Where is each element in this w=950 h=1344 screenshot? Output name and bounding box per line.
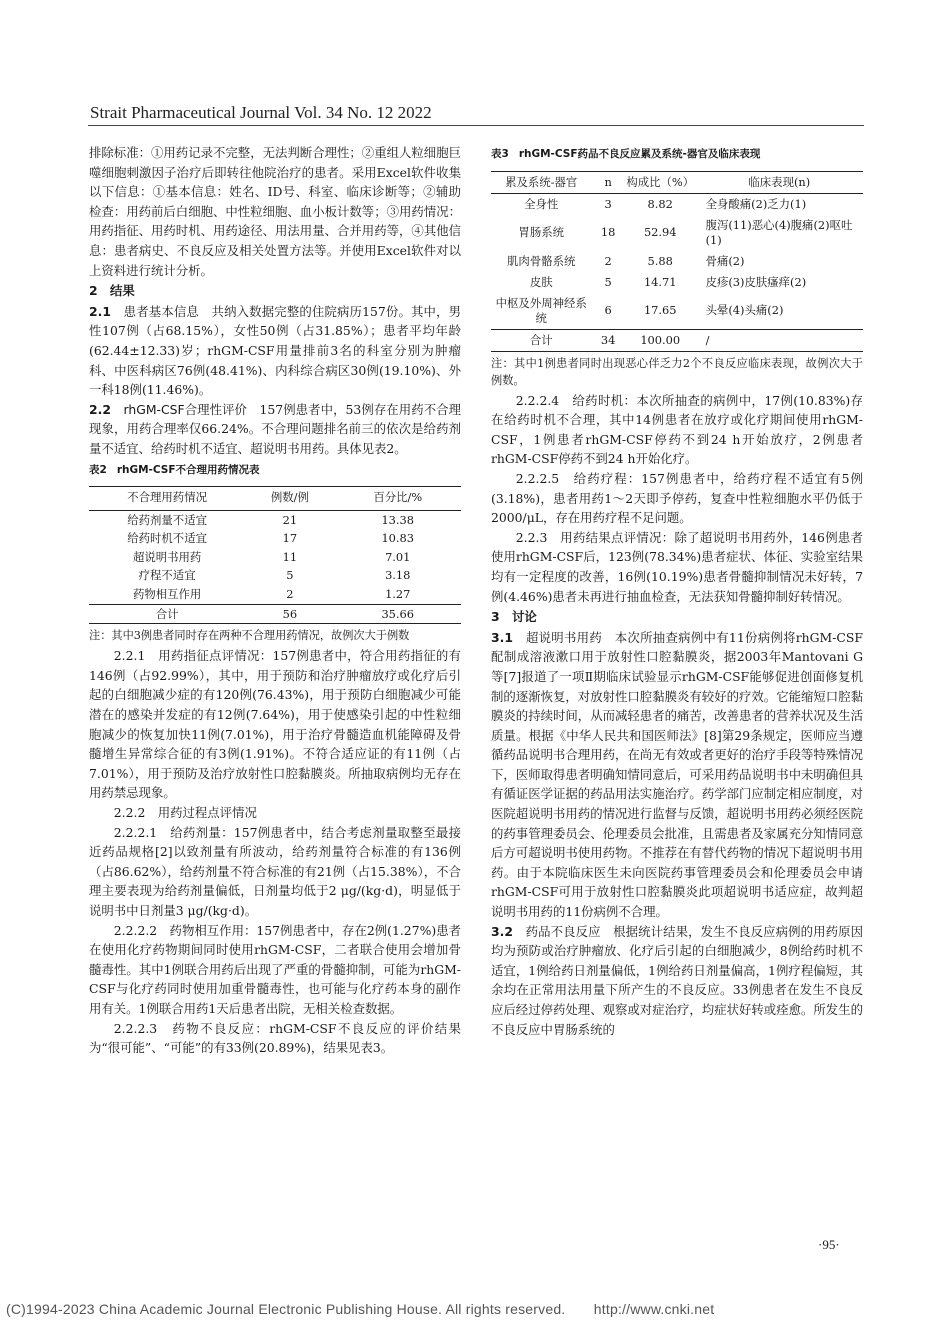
table-cell: 给药时机不适宜 [127,531,207,546]
table-total-row [89,604,461,624]
table-cell: 8.82 [647,196,673,211]
table-cell: 52.94 [643,225,677,240]
section-3-1-number: 3.1 [491,629,513,645]
table-cell: 皮疹(3)皮肤瘙痒(2) [705,274,807,289]
table-cell: 35.66 [335,604,462,624]
table-row [89,548,461,567]
table-2-label: 表2 [89,463,107,476]
section-2-2-title: rhGM-CSF合理性评价 [123,401,248,417]
table-row [89,510,461,529]
left-column [89,143,461,1058]
table-cell: 5 [604,274,612,289]
table-cell: 骨痛(2) [705,253,745,268]
table-cell: / [696,329,863,351]
section-3-2-text: 根据统计结果，发生不良反应病例的用药原因均为预防或治疗肿瘤放、化疗后引起的白细胞减少，8例给药时机不适宜，1例给药日剂量偏低，1例给药日剂量偏高，1例疗程偏短，其余均在正常用法用量下所产生的不良反应。33例患者在发生不良反应后经过停药处理、观察或对症治疗，均症状好转或痊愈。所发生的不良反应中胃肠系统的 [491,923,864,1037]
section-results-heading: 2 结果 [89,283,135,299]
section-2-1-text: 共纳入数据完整的住院病历157份。其中，男性107例（占68.15%），女性50例（占31.85%）；患者平均年龄(62.44±12.33)岁；rhGM-CSF用量排前3名的科室分别为肿瘤科、中医科病区76例(48.41%)、内科综合病区30例(19.10%)、外一科18例(11.46%)。 [89,303,462,398]
section-3-2-paragraph [491,922,863,1040]
table-2-note: 注：其中3例患者同时存在两种不合理用药情况，故例次大于例数 [89,629,410,643]
section-2-2-2-heading: 2.2.2 用药过程点评情况 [113,805,257,820]
table-cell: 皮肤 [529,274,553,289]
section-2-2-3-paragraph: 2.2.3 用药结果点评情况：除了超说明书用药外，146例患者使用rhGM-CSF后，123例(78.34%)患者症状、体征、实验室结果均有一定程度的改善，16例(10.19%)患者骨髓抑制情况未好转，7例(4.46%)患者未再进行抽血检查，无法获知骨髓抑制好转情况。 [491,529,863,604]
table-2-header: 例数/例 [245,487,334,511]
table-3-header: 临床表现(n) [696,171,863,193]
table-cell: 2 [604,253,612,268]
table-cell: 2 [286,587,294,602]
table-cell: 18 [600,225,616,240]
section-2-2-2-5-paragraph: 2.2.2.5 给药疗程：157例患者中，给药疗程不适宜有5例(3.18%)，患者用药1～2天即予停药，复查中性粒细胞水平仍低于2000/μL，存在用药疗程不足问题。 [491,470,863,526]
table-3-header: 构成比（%） [625,171,696,193]
table-cell: 14.71 [643,274,677,289]
table-cell: 1.27 [385,587,411,602]
table-cell: 胃肠系统 [518,225,564,240]
table-2-title: rhGM-CSF不合理用药情况表 [116,463,260,476]
table-cell: 56 [245,604,334,624]
table-cell: 13.38 [381,512,415,527]
right-column [491,143,863,1039]
table-cell: 头晕(4)头痛(2) [705,303,784,318]
table-cell: 17 [282,531,298,546]
table-cell: 17.65 [643,303,677,318]
table-cell: 给药剂量不适宜 [127,512,207,527]
page-number: ·95· [818,1237,840,1252]
table-2-caption [89,461,461,481]
section-2-1-number: 2.1 [89,303,111,319]
table-cell: 7.01 [385,549,411,564]
section-2-2-2-1-paragraph: 2.2.2.1 给药剂量：157例患者中，结合考虑剂量取整至最接近药品规格[2]以致剂量有所波动，给药剂量符合标准的有136例（占86.62%），给药剂量不符合标准的有21例（占15.38%），不合理主要表现为给药剂量偏低，日剂量均低于2 μg/(kg·d)，明显低于说明书中日剂量3 μg/(kg·d)。 [89,824,461,918]
table-cell: 合计 [491,329,591,351]
table-row [89,566,461,585]
table-cell: 5.88 [647,253,673,268]
section-2-2-2-2-paragraph: 2.2.2.2 药物相互作用：157例患者中，存在2例(1.27%)患者在使用化疗药物期间同时使用rhGM-CSF，二者联合使用会增加骨髓毒性。其中1例联合用药后出现了严重的骨髓抑制，可能为rhGM-CSF与化疗药同时使用加重骨髓毒性，也可能与化疗药本身的副作用有关。1例联合用药1天后患者出院，无相关检查数据。 [89,922,461,1016]
table-cell: 合计 [89,604,245,624]
section-3-2-title: 药品不良反应 [525,923,601,939]
table-2 [89,486,461,624]
table-cell: 3.18 [385,568,411,583]
table-row [491,251,863,272]
table-cell: 5 [286,568,294,583]
table-2-header: 不合理用药情况 [89,487,245,511]
table-row [491,293,863,330]
table-row [89,585,461,604]
journal-header: Strait Pharmaceutical Journal Vol. 34 No. 12 2022 [90,103,432,122]
table-3-caption [491,145,863,165]
table-3-header-row [491,171,863,193]
table-3-note: 注：其中1例患者同时出现恶心伴乏力2个不良反应临床表现，故例次大于例数。 [491,356,863,387]
section-2-2-text: 157例患者中，53例存在用药不合理现象，用药合理率仅66.24%。不合理问题排名前三的依次是给药剂量不适宜、给药时机不适宜、超说明书用药。具体见表2。 [89,401,462,456]
table-3-header: n [591,171,624,193]
section-2-2-paragraph [89,400,461,459]
table-cell: 100.00 [625,329,696,351]
table-3-label: 表3 [491,148,509,160]
table-row [491,272,863,293]
header-rule [88,125,864,126]
table-cell: 全身性 [524,196,559,211]
table-3 [491,171,863,352]
table-3-header: 累及系统-器官 [491,171,591,193]
table-cell: 10.83 [381,531,415,546]
table-cell: 肌肉骨骼系统 [507,253,576,268]
table-cell: 21 [282,512,298,527]
table-2-header-row [89,487,461,511]
table-row [491,215,863,251]
table-cell: 11 [282,549,298,564]
table-2-header: 百分比/% [335,487,462,511]
section-2-1-title: 患者基本信息 [123,303,199,319]
section-3-1-text: 本次所抽查病例中有11份病例将rhGM-CSF配制成溶液漱口用于放射性口腔黏膜炎，据2003年Mantovani G等[7]报道了一项Ⅱ期临床试验显示rhGM-CSF能够促进创面修复机制的逐渐恢复，对放射性口腔黏膜炎有较好的疗效。它能缩短口腔黏膜炎的持续时间，从而减轻患者的痛苦，改善患者的营养状况及生活质量。根据《中华人民共和国医师法》[8]第29条规定，医师应当遵循药品说明书合理用药，在尚无有效或者更好的治疗手段等特殊情况下，医师取得患者明确知情同意后，可采用药品说明书中未明确但具有循证医学证据的药品用法实施治疗。药学部门应制定相应制度，对医院超说明书用药的情况进行监督与反馈，超说明书用药必须经医院的药事管理委员会、伦理委员会批准，且需患者及家属充分知情同意后方可超说明书使用药物。不推荐在有替代药物的情况下超说明书用药。由于本院临床医生未向医院药事管理委员会和伦理委员会申请rhGM-CSF可用于放射性口腔黏膜炎此项超说明书适应症，故判超说明书用药的11份病例不合理。 [491,629,863,920]
table-cell: 药物相互作用 [132,587,202,602]
table-cell: 腹泻(11)恶心(4)腹痛(2)呕吐(1) [705,217,853,247]
table-cell: 超说明书用药 [132,549,202,564]
section-3-1-paragraph [491,628,863,922]
section-2-2-2-3-paragraph: 2.2.2.3 药物不良反应：rhGM-CSF不良反应的评价结果为“很可能”、“可能”的有33例(20.89%)，结果见表3。 [89,1020,461,1056]
table-cell: 全身酸痛(2)乏力(1) [705,196,807,211]
section-3-2-number: 3.2 [491,923,513,939]
table-cell: 6 [604,303,612,318]
section-2-2-1-paragraph: 2.2.1 用药指征点评情况：157例患者中，符合用药指征的有146例（占92.99%），其中，用于预防和治疗肿瘤放疗或化疗后引起的白细胞减少症的有120例(76.43%)，用于预防白细胞减少可能潜在的感染并发症的有12例(7.64%)，用于使感染引起的中性粒细胞减少的恢复加快11例(7.01%)，用于治疗骨髓造血机能障碍及骨髓增生异常综合征的有3例(1.91%)。不符合适应证的有11例（占7.01%），用于预防及治疗放射性口腔黏膜炎。所抽取病例均无存在用药禁忌现象。 [89,648,461,801]
table-cell: 34 [591,329,624,351]
table-row [89,529,461,548]
section-2-2-number: 2.2 [89,401,111,417]
section-discussion-heading: 3 讨论 [491,609,537,625]
table-3-title: rhGM-CSF药品不良反应累及系统-器官及临床表现 [518,148,761,160]
exclusion-criteria-paragraph: 排除标准：①用药记录不完整，无法判断合理性；②重组人粒细胞巨噬细胞刺激因子治疗后即转往他院治疗的患者。采用Excel软件收集以下信息：①基本信息：姓名、ID号、科室、临床诊断等；②辅助检查：用药前后白细胞、中性粒细胞、血小板计数等；③用药情况：用药指征、用药时机、用药途径、用法用量、合并用药等，④其他信息：患者病史、不良反应及相关处置方法等。并使用Excel软件对以上资料进行统计分析。 [89,145,461,278]
section-2-2-2-4-paragraph: 2.2.2.4 给药时机：本次所抽查的病例中，17例(10.83%)存在给药时机不合理，其中14例患者在放疗或化疗期间使用rhGM-CSF，1例患者rhGM-CSF停药不到24 h开始放疗，2例患者rhGM-CSF停药不到24 h开始化疗。 [491,392,863,467]
table-cell: 3 [604,196,612,211]
table-cell: 中枢及外周神经系统 [495,295,587,325]
table-total-row [491,329,863,351]
table-row [491,193,863,215]
copyright-footer: (C)1994-2023 China Academic Journal Electronic Publishing House. All rights reserved. http://www.cnki.net [6,1301,715,1317]
table-cell: 疗程不适宜 [138,568,196,583]
section-3-1-title: 超说明书用药 [525,629,603,645]
section-2-1-paragraph [89,302,461,400]
